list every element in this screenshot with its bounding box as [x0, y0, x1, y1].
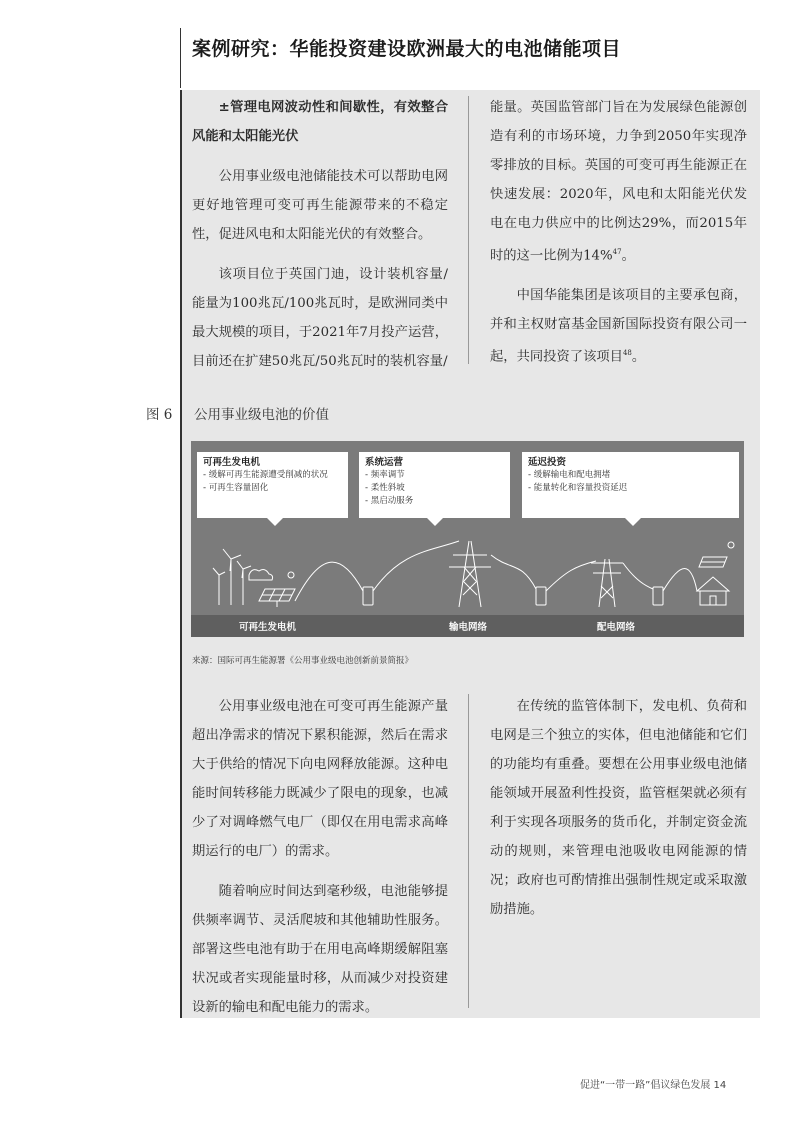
column-divider-bottom	[468, 694, 469, 1008]
callout-pointer	[427, 518, 443, 526]
strip-label: 配电网络	[597, 622, 636, 633]
wind-turbine-icon	[213, 549, 251, 605]
power-line	[663, 569, 697, 592]
distribution-tower-icon	[591, 559, 623, 607]
section-heading: ±管理电网波动性和间歇性，有效整合风能和太阳能光伏	[192, 100, 448, 144]
paragraph: 该项目位于英国门迪，设计装机容量/能量为100兆瓦/100兆瓦时，是欧洲同类中最大规模的项目，于2021年7月投产运营，目前还在扩建50兆瓦/50兆瓦时的装机容量/	[192, 267, 448, 369]
bottom-left-column	[192, 692, 448, 1033]
solar-panel-icon	[699, 557, 727, 567]
battery-icon	[653, 587, 663, 605]
power-line	[491, 555, 536, 589]
grid-illustration	[191, 441, 744, 615]
bottom-right-column	[490, 692, 747, 935]
footnote-ref: 47	[612, 248, 622, 256]
figure-label: 图 6	[146, 407, 173, 423]
transmission-tower-icon	[449, 541, 491, 607]
top-right-column	[490, 93, 747, 383]
box-system-operation: 系统运营 - 频率调节 - 柔性斜坡 - 黑启动服务	[359, 452, 510, 518]
paragraph: 在传统的监管体制下，发电机、负荷和电网是三个独立的实体，但电池储能和它们的功能均有重叠。要想在公用事业级电池储能领域开展盈利性投资，监管框架就必须有利于实现各项服务的货币化，并制定资金流动的规则，来管理电池吸收电网能源的情况；政府也可酌情推出强制性规定或采取激励措施。	[490, 699, 747, 917]
cloud-icon	[249, 570, 273, 580]
callout-pointer	[625, 518, 641, 526]
top-left-column	[192, 93, 448, 387]
box-renewable-generators: 可再生发电机 - 缓解可再生能源遭受削减的状况 - 可再生容量固化	[197, 452, 348, 518]
figure-title: 公用事业级电池的价值	[194, 407, 329, 423]
sun-icon	[728, 542, 734, 548]
paragraph: 公用事业级电池在可变可再生能源产量超出净需求的情况下累积能源，然后在需求大于供给的情况下向电网释放能源。这种电能时间转移能力既减少了限电的现象，也减少了对调峰燃气电厂（即仅在用电需求高峰期运行的电厂）的需求。	[192, 699, 448, 859]
value-diagram	[191, 441, 744, 637]
strip-label: 输电网络	[449, 622, 488, 633]
power-line	[295, 562, 363, 601]
power-line	[546, 561, 596, 591]
battery-icon	[363, 587, 373, 605]
battery-icon	[536, 587, 546, 605]
solar-panel-icon	[259, 589, 295, 607]
power-line	[373, 541, 459, 591]
network-strip	[191, 615, 744, 637]
sun-icon	[288, 572, 294, 578]
paragraph: 中国华能集团是该项目的主要承包商，并和主权财富基金国新国际投资有限公司一起，共同投资了该项目$^{48}$。	[490, 288, 747, 365]
paragraph: 公用事业级电池储能技术可以帮助电网更好地管理可变可再生能源带来的不稳定性，促进风电和太阳能光伏的有效整合。	[192, 169, 448, 242]
house-icon	[697, 577, 729, 605]
strip-label: 可再生发电机	[239, 622, 297, 633]
box-deferred-investment: 延迟投资 - 缓解输电和配电拥堵 - 能量转化和容量投资延迟	[522, 452, 739, 518]
footnote-ref: 48	[622, 349, 632, 358]
column-divider-top	[468, 96, 469, 364]
paragraph: 随着响应时间达到毫秒级，电池能够提供频率调节、灵活爬坡和其他辅助性服务。部署这些电池有助于在用电高峰期缓解阻塞状况或者实现能量时移，从而减少对投资建设新的输电和配电能力的需求。	[192, 884, 448, 1015]
paragraph: 能量。英国监管部门旨在为发展绿色能源创造有利的市场环境，力争到2050年实现净零排放的目标。英国的可变可再生能源正在快速发展：2020年，风电和太阳能光伏发电在电力供应中的比例达29%，而2015年时的这一比例为14%$^{47}$。	[490, 100, 747, 264]
power-line	[623, 563, 653, 589]
page-title: 案例研究：华能投资建设欧洲最大的电池储能项目	[192, 38, 622, 60]
callout-pointer	[267, 518, 283, 526]
figure-source: 来源：国际可再生能源署《公用事业级电池创新前景简报》	[192, 656, 414, 666]
page-footer: 促进“一带一路”倡议绿色发展 14	[580, 1080, 727, 1091]
